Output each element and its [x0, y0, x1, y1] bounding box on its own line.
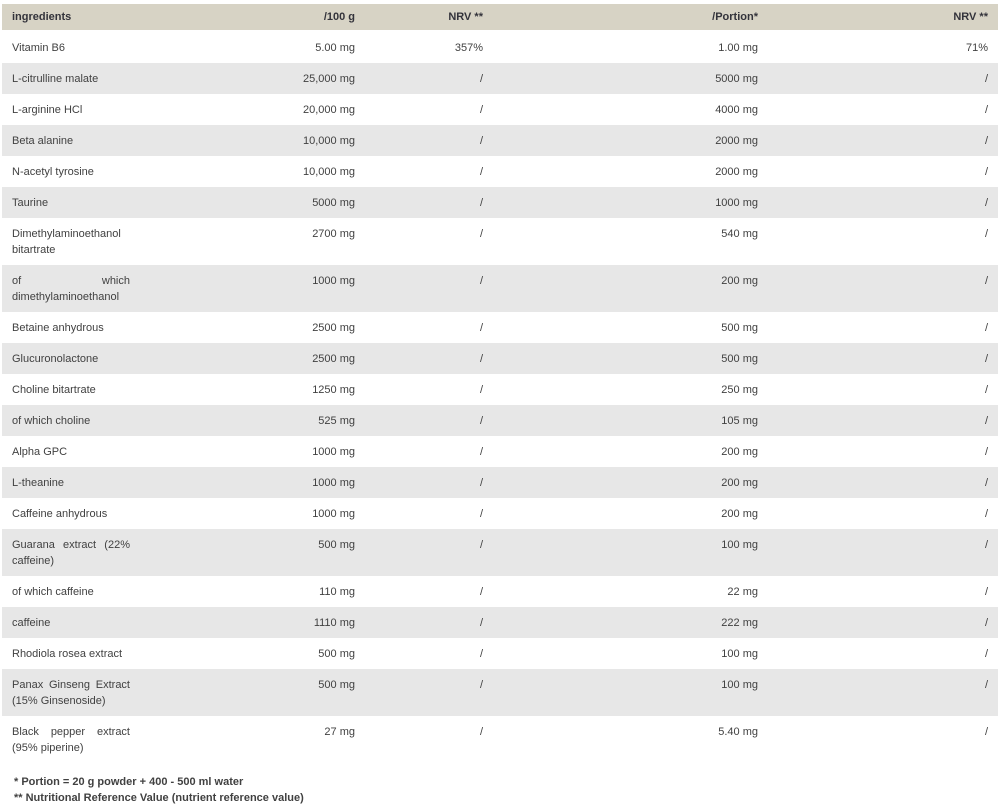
- per-100g-cell: 500 mg: [245, 638, 365, 669]
- per-portion-cell: 200 mg: [493, 467, 768, 498]
- nrv-portion-cell: /: [768, 156, 998, 187]
- per-100g-cell: 2700 mg: [245, 218, 365, 265]
- ingredient-name: Alpha GPC: [12, 444, 130, 460]
- per-portion-cell: 540 mg: [493, 218, 768, 265]
- per-portion-cell: 22 mg: [493, 576, 768, 607]
- nrv-portion-cell: 71%: [768, 31, 998, 63]
- nrv-100g-cell: /: [365, 669, 493, 716]
- per-portion-cell: 4000 mg: [493, 94, 768, 125]
- ingredient-name-cell: [2, 405, 245, 436]
- ingredient-name-cell: [2, 31, 245, 63]
- per-portion-cell: 1.00 mg: [493, 31, 768, 63]
- ingredient-name-cell: [2, 156, 245, 187]
- per-portion-cell: 500 mg: [493, 312, 768, 343]
- nrv-100g-cell: /: [365, 436, 493, 467]
- per-100g-cell: 1000 mg: [245, 498, 365, 529]
- nrv-100g-cell: /: [365, 498, 493, 529]
- nrv-100g-cell: /: [365, 312, 493, 343]
- nrv-portion-cell: /: [768, 638, 998, 669]
- ingredient-name-cell: [2, 669, 245, 716]
- ingredient-name: Betaine anhydrous: [12, 320, 130, 336]
- ingredients-table: [2, 4, 998, 763]
- per-100g-cell: 25,000 mg: [245, 63, 365, 94]
- nrv-portion-cell: /: [768, 343, 998, 374]
- per-100g-cell: 10,000 mg: [245, 125, 365, 156]
- per-portion-cell: 2000 mg: [493, 125, 768, 156]
- nrv-100g-cell: /: [365, 156, 493, 187]
- nrv-100g-cell: /: [365, 94, 493, 125]
- per-portion-cell: 1000 mg: [493, 187, 768, 218]
- ingredient-name-cell: [2, 125, 245, 156]
- nrv-100g-cell: /: [365, 218, 493, 265]
- table-row: [2, 374, 998, 405]
- ingredient-name: L-theanine: [12, 475, 130, 491]
- header-row: [2, 4, 998, 31]
- per-100g-cell: 2500 mg: [245, 312, 365, 343]
- nrv-100g-cell: /: [365, 265, 493, 312]
- per-portion-cell: 100 mg: [493, 669, 768, 716]
- nrv-100g-cell: /: [365, 716, 493, 763]
- per-portion-cell: 2000 mg: [493, 156, 768, 187]
- ingredient-name-cell: [2, 343, 245, 374]
- per-portion-cell: 200 mg: [493, 498, 768, 529]
- per-100g-cell: 5.00 mg: [245, 31, 365, 63]
- per-100g-cell: 2500 mg: [245, 343, 365, 374]
- ingredient-name: of which dimethylaminoethanol: [12, 273, 130, 305]
- nrv-portion-cell: /: [768, 94, 998, 125]
- ingredient-name-cell: [2, 265, 245, 312]
- header-nrv-100g: NRV **: [365, 4, 493, 31]
- table-row: [2, 716, 998, 763]
- per-portion-cell: 200 mg: [493, 436, 768, 467]
- table-row: [2, 265, 998, 312]
- table-row: [2, 94, 998, 125]
- nrv-100g-cell: /: [365, 405, 493, 436]
- table-row: [2, 218, 998, 265]
- table-row: [2, 436, 998, 467]
- table-row: [2, 187, 998, 218]
- table-row: [2, 498, 998, 529]
- per-100g-cell: 1000 mg: [245, 467, 365, 498]
- table-row: [2, 343, 998, 374]
- ingredient-name-cell: [2, 94, 245, 125]
- nrv-portion-cell: /: [768, 436, 998, 467]
- per-portion-cell: 200 mg: [493, 265, 768, 312]
- per-portion-cell: 250 mg: [493, 374, 768, 405]
- table-row: [2, 529, 998, 576]
- per-portion-cell: 100 mg: [493, 638, 768, 669]
- nrv-portion-cell: /: [768, 716, 998, 763]
- nrv-100g-cell: /: [365, 63, 493, 94]
- nrv-100g-cell: /: [365, 529, 493, 576]
- ingredient-name: Glucuronolactone: [12, 351, 130, 367]
- nrv-100g-cell: /: [365, 638, 493, 669]
- ingredient-name: Guarana extract (22% caffeine): [12, 537, 130, 569]
- nrv-portion-cell: /: [768, 63, 998, 94]
- nrv-portion-cell: /: [768, 218, 998, 265]
- table-row: [2, 638, 998, 669]
- footnote-portion: * Portion = 20 g powder + 400 - 500 ml water: [14, 775, 998, 791]
- ingredient-name: Rhodiola rosea extract: [12, 646, 130, 662]
- per-100g-cell: 110 mg: [245, 576, 365, 607]
- footnote-nrv: ** Nutritional Reference Value (nutrient reference value): [14, 791, 998, 806]
- nrv-100g-cell: /: [365, 374, 493, 405]
- nrv-100g-cell: /: [365, 467, 493, 498]
- per-100g-cell: 500 mg: [245, 669, 365, 716]
- table-row: [2, 31, 998, 63]
- per-portion-cell: 100 mg: [493, 529, 768, 576]
- ingredient-name: caffeine: [12, 615, 130, 631]
- ingredient-name: Dimethylaminoethanol bitartrate: [12, 226, 130, 258]
- per-100g-cell: 27 mg: [245, 716, 365, 763]
- table-row: [2, 669, 998, 716]
- per-100g-cell: 5000 mg: [245, 187, 365, 218]
- ingredient-name-cell: [2, 436, 245, 467]
- nrv-portion-cell: /: [768, 669, 998, 716]
- header-ingredients: ingredients: [2, 4, 245, 31]
- table-body: [2, 31, 998, 763]
- ingredient-name-cell: [2, 716, 245, 763]
- nrv-portion-cell: /: [768, 607, 998, 638]
- table-row: [2, 156, 998, 187]
- table-row: [2, 576, 998, 607]
- nrv-portion-cell: /: [768, 467, 998, 498]
- nrv-100g-cell: /: [365, 125, 493, 156]
- ingredient-name-cell: [2, 576, 245, 607]
- ingredient-name: Black pepper extract (95% piperine): [12, 724, 130, 756]
- per-portion-cell: 105 mg: [493, 405, 768, 436]
- nrv-100g-cell: 357%: [365, 31, 493, 63]
- per-100g-cell: 500 mg: [245, 529, 365, 576]
- table-row: [2, 405, 998, 436]
- nrv-portion-cell: /: [768, 405, 998, 436]
- footnotes: [2, 763, 998, 806]
- nrv-portion-cell: /: [768, 265, 998, 312]
- nrv-100g-cell: /: [365, 607, 493, 638]
- per-portion-cell: 500 mg: [493, 343, 768, 374]
- ingredient-name: Vitamin B6: [12, 40, 130, 56]
- nrv-portion-cell: /: [768, 576, 998, 607]
- per-100g-cell: 20,000 mg: [245, 94, 365, 125]
- ingredient-name: Choline bitartrate: [12, 382, 130, 398]
- nrv-portion-cell: /: [768, 125, 998, 156]
- ingredient-name-cell: [2, 638, 245, 669]
- per-100g-cell: 1000 mg: [245, 265, 365, 312]
- table-row: [2, 312, 998, 343]
- per-100g-cell: 1000 mg: [245, 436, 365, 467]
- ingredient-name-cell: [2, 63, 245, 94]
- per-portion-cell: 222 mg: [493, 607, 768, 638]
- nrv-portion-cell: /: [768, 187, 998, 218]
- header-per-100g: /100 g: [245, 4, 365, 31]
- ingredient-name-cell: [2, 607, 245, 638]
- per-100g-cell: 525 mg: [245, 405, 365, 436]
- ingredient-name: of which caffeine: [12, 584, 130, 600]
- ingredient-name-cell: [2, 187, 245, 218]
- ingredient-name-cell: [2, 467, 245, 498]
- ingredient-name: L-citrulline malate: [12, 71, 130, 87]
- per-100g-cell: 10,000 mg: [245, 156, 365, 187]
- ingredient-name: Caffeine anhydrous: [12, 506, 130, 522]
- nrv-100g-cell: /: [365, 187, 493, 218]
- ingredient-name: Beta alanine: [12, 133, 130, 149]
- table-row: [2, 125, 998, 156]
- nrv-portion-cell: /: [768, 374, 998, 405]
- per-100g-cell: 1250 mg: [245, 374, 365, 405]
- ingredient-name: N-acetyl tyrosine: [12, 164, 130, 180]
- nrv-portion-cell: /: [768, 312, 998, 343]
- ingredient-name: L-arginine HCl: [12, 102, 130, 118]
- header-per-portion: /Portion*: [493, 4, 768, 31]
- per-portion-cell: 5000 mg: [493, 63, 768, 94]
- nrv-100g-cell: /: [365, 576, 493, 607]
- table-row: [2, 467, 998, 498]
- header-nrv-portion: NRV **: [768, 4, 998, 31]
- nrv-portion-cell: /: [768, 498, 998, 529]
- per-100g-cell: 1110 mg: [245, 607, 365, 638]
- nrv-portion-cell: /: [768, 529, 998, 576]
- ingredient-name-cell: [2, 498, 245, 529]
- table-header: [2, 4, 998, 31]
- ingredient-name: Panax Ginseng Extract (15% Ginsenoside): [12, 677, 130, 709]
- ingredient-name: Taurine: [12, 195, 130, 211]
- nrv-100g-cell: /: [365, 343, 493, 374]
- table-row: [2, 607, 998, 638]
- per-portion-cell: 5.40 mg: [493, 716, 768, 763]
- table-row: [2, 63, 998, 94]
- ingredient-name-cell: [2, 218, 245, 265]
- ingredient-name-cell: [2, 374, 245, 405]
- ingredient-name-cell: [2, 529, 245, 576]
- ingredient-name-cell: [2, 312, 245, 343]
- ingredient-name: of which choline: [12, 413, 130, 429]
